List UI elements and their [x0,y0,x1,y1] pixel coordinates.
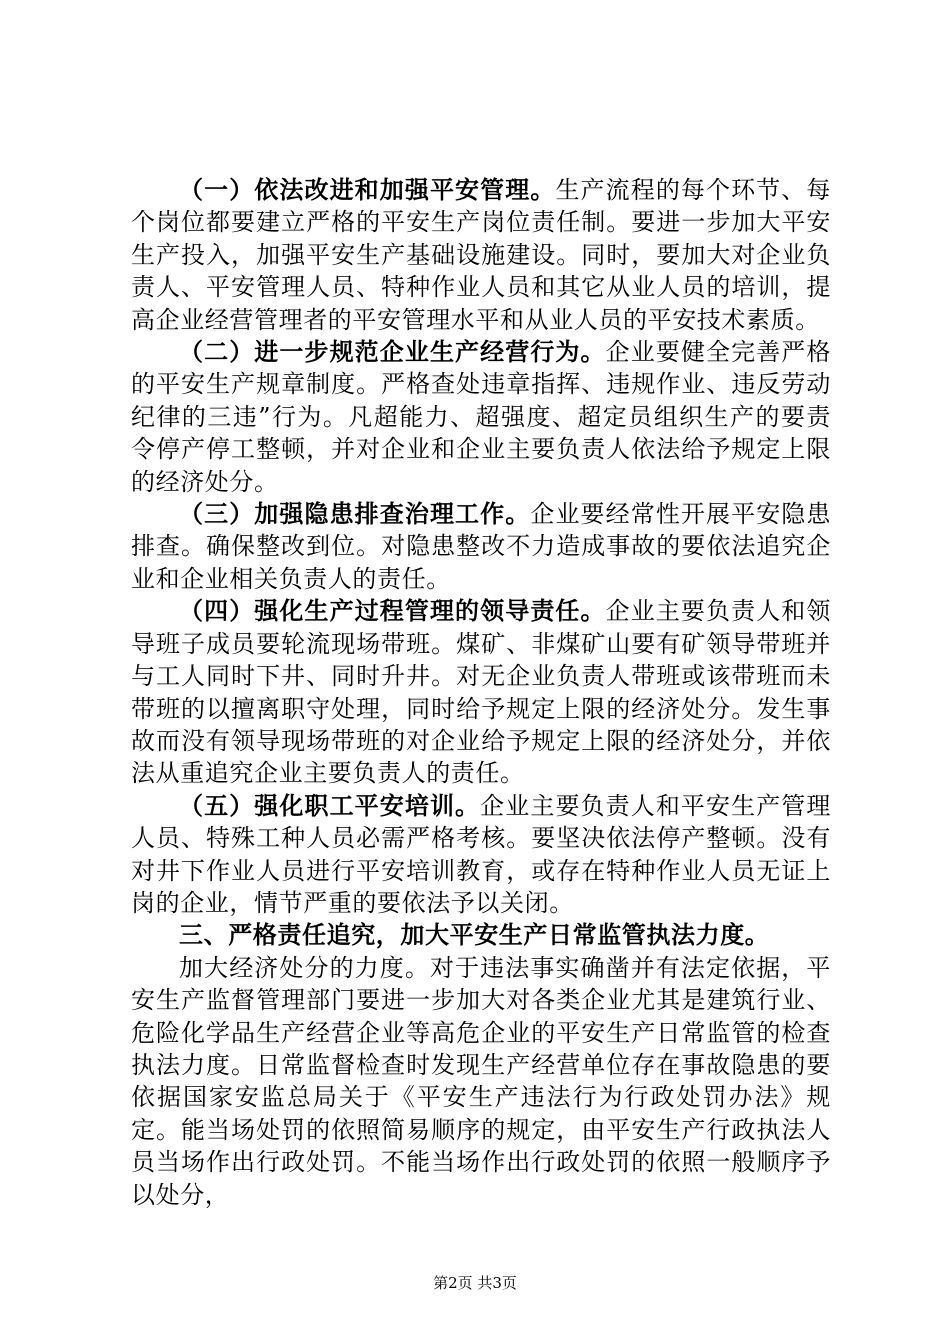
paragraph-3-lead: （三）加强隐患排查治理工作。 [179,500,531,529]
section-heading: 三、严格责任追究，加大平安生产日常监管执法力度。 [179,921,770,950]
paragraph-1-lead: （一）依法改进和加强平安管理。 [179,176,556,204]
paragraph-4-lead: （四）强化生产过程管理的领导责任。 [179,597,606,626]
paragraph-5-body: 企业主要负责人和平安生产管理人员、特殊工种人员必需严格考核。要坚决依法停产整顿。没有对井下作业人员进行平安培训教育，或存在特种作业人员无证上岗的企业，情节严重的要依法予以关闭。 [131,791,831,917]
document-page [131,174,831,1211]
paragraph-2-lead: （二）进一步规范企业生产经营行为。 [179,338,606,367]
final-paragraph: 加大经济处分的力度。对于违法事实确凿并有法定依据，平安生产监督管理部门要进一步加大对各类企业尤其是建筑行业、危险化学品生产经营企业等高危企业的平安生产日常监管的检查执法力度。日常监督检查时发现生产经营单位存在事故隐患的要依据国家安监总局关于《平安生产违法行为行政处罚办法》规定。能当场处罚的依照简易顺序的规定，由平安生产行政执法人员当场作出行政处罚。不能当场作出行政处罚的依照一般顺序予以处分， [131,953,831,1209]
paragraph-1 [131,174,831,336]
paragraph-2 [131,336,831,498]
paragraph-5-lead: （五）强化职工平安培训。 [179,791,481,820]
paragraph-3 [131,498,831,595]
paragraph-3-body: 企业要经常性开展平安隐患排查。确保整改到位。对隐患整改不力造成事故的要依法追究企业和企业相关负责人的责任。 [131,500,831,593]
paragraph-4 [131,595,831,789]
paragraph-5 [131,790,831,920]
paragraph-2-body: 企业要健全完善严格的平安生产规章制度。严格查处违章指挥、违规作业、违反劳动纪律的三违”行为。凡超能力、超强度、超定员组织生产的要责令停产停工整顿，并对企业和企业主要负责人依法给予规定上限的经济处分。 [131,338,831,496]
paragraph-1-body: 生产流程的每个环节、每个岗位都要建立严格的平安生产岗位责任制。要进一步加大平安生产投入，加强平安生产基础设施建设。同时，要加大对企业负责人、平安管理人员、特种作业人员和其它从业人员的培训，提高企业经营管理者的平安管理水平和从业人员的平安技术素质。 [131,176,831,334]
page-footer: 第2页 共3页 [433,1274,517,1292]
paragraph-4-body: 企业主要负责人和领导班子成员要轮流现场带班。煤矿、非煤矿山要有矿领导带班并与工人同时下井、同时升井。对无企业负责人带班或该带班而未带班的以擅离职守处理，同时给予规定上限的经济处分。发生事故而没有领导现场带班的对企业给予规定上限的经济处分，并依法从重追究企业主要负责人的责任。 [131,597,831,788]
